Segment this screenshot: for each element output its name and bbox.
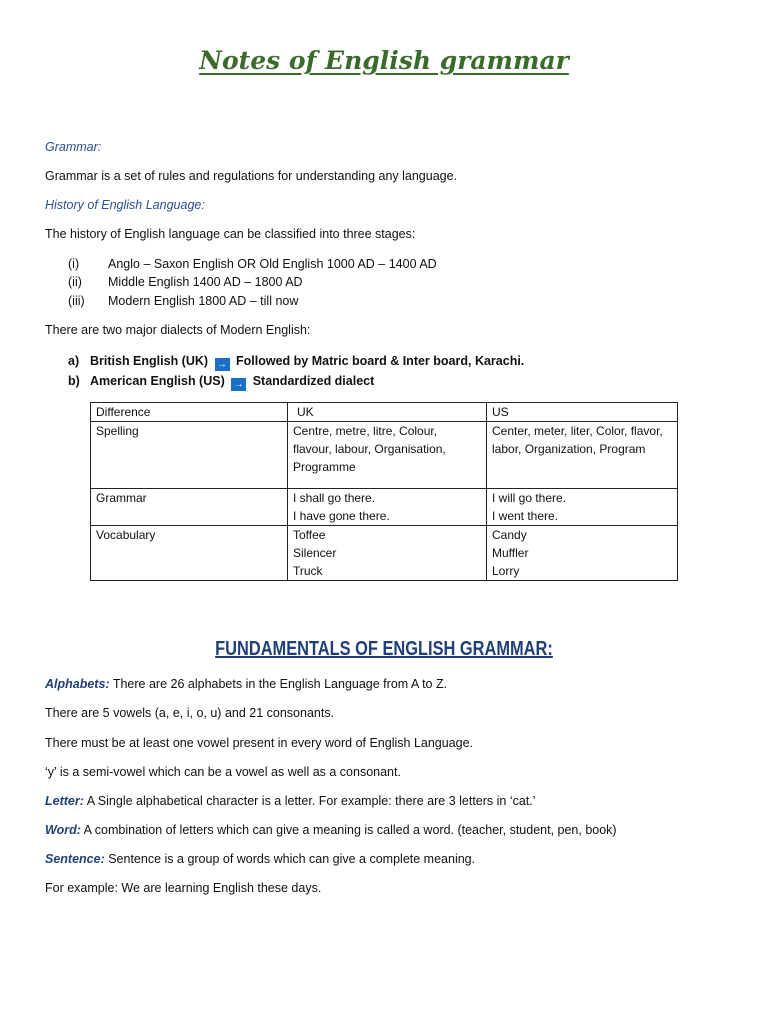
right-arrow-icon: → (231, 378, 246, 391)
dialect-desc: Standardized dialect (252, 374, 375, 388)
stage-number: (iii) (68, 294, 85, 308)
dialect-letter: b) (68, 374, 80, 388)
cell-line: Truck (293, 564, 323, 578)
table-header-cell: UK (288, 403, 487, 422)
dialect-item (68, 374, 374, 391)
table-cell-us (487, 422, 678, 489)
table-header-row (91, 403, 678, 422)
history-heading: History of English Language: (45, 198, 205, 212)
stage-text: Modern English 1800 AD – till now (108, 294, 299, 308)
alphabets-paragraph (45, 677, 447, 691)
grammar-definition: Grammar is a set of rules and regulations for understanding any language. (45, 169, 458, 183)
example-paragraph: For example: We are learning English these days. (45, 881, 322, 895)
table-header-cell: Difference (91, 403, 288, 422)
cell-line: I will go there. (492, 491, 567, 505)
table-cell-us (487, 489, 678, 526)
cell-line: I shall go there. (293, 491, 376, 505)
table-cell-label: Grammar (91, 489, 288, 526)
cell-line: I have gone there. (293, 509, 390, 523)
dialect-comparison-table (90, 402, 678, 581)
cell-line: Center, meter, liter, Color, flavor, (492, 424, 663, 438)
letter-paragraph (45, 794, 536, 808)
cell-line: Lorry (492, 564, 520, 578)
table-row (91, 422, 678, 489)
cell-line: Programme (293, 460, 356, 474)
cell-line: I went there. (492, 509, 559, 523)
term-sentence: Sentence: (45, 852, 105, 866)
cell-line: Candy (492, 528, 527, 542)
cell-line: Silencer (293, 546, 337, 560)
table-cell-uk (288, 422, 487, 489)
fundamentals-heading: FUNDAMENTALS OF ENGLISH GRAMMAR: (215, 638, 553, 660)
table-cell-us (487, 526, 678, 581)
table-cell-uk (288, 526, 487, 581)
right-arrow-icon: → (215, 358, 230, 371)
letter-text: A Single alphabetical character is a letter. For example: there are 3 letters in ‘cat.’ (83, 794, 536, 808)
table-cell-uk (288, 489, 487, 526)
dialect-name: American English (US) (90, 374, 225, 388)
cell-line: Centre, metre, litre, Colour, (293, 424, 438, 438)
table-header-cell: US (487, 403, 678, 422)
cell-line: Muffler (492, 546, 529, 560)
cell-line: Toffee (293, 528, 326, 542)
semivowel-paragraph: ‘y’ is a semi-vowel which can be a vowel as well as a consonant. (45, 765, 401, 779)
table-row (91, 526, 678, 581)
dialect-desc: Followed by Matric board & Inter board, Karachi. (236, 354, 525, 368)
term-word: Word: (45, 823, 81, 837)
vowels-paragraph: There are 5 vowels (a, e, i, o, u) and 21 consonants. (45, 706, 335, 720)
vowel-rule-paragraph: There must be at least one vowel present in every word of English Language. (45, 736, 474, 750)
stage-item (68, 294, 298, 308)
sentence-text: Sentence is a group of words which can give a complete meaning. (104, 852, 476, 866)
table-row (91, 489, 678, 526)
history-intro: The history of English language can be classified into three stages: (45, 227, 416, 241)
document-title: Notes of English grammar (199, 46, 569, 75)
sentence-paragraph (45, 852, 475, 866)
dialects-intro: There are two major dialects of Modern English: (45, 323, 311, 337)
cell-line: labor, Organization, Program (492, 442, 646, 456)
alphabets-text: There are 26 alphabets in the English Language from A to Z. (109, 677, 448, 691)
term-alphabets: Alphabets: (45, 677, 110, 691)
stage-number: (i) (68, 257, 80, 271)
grammar-heading: Grammar: (45, 140, 102, 154)
dialect-item (68, 354, 524, 371)
word-text: A combination of letters which can give a meaning is called a word. (teacher, student, pen, book) (80, 823, 617, 837)
table-cell-label: Spelling (91, 422, 288, 489)
dialect-letter: a) (68, 354, 80, 368)
cell-line: flavour, labour, Organisation, (293, 442, 446, 456)
stage-text: Middle English 1400 AD – 1800 AD (108, 275, 303, 289)
term-letter: Letter: (45, 794, 84, 808)
dialect-name: British English (UK) (90, 354, 209, 368)
table-cell-label: Vocabulary (91, 526, 288, 581)
stage-text: Anglo – Saxon English OR Old English 1000 AD – 1400 AD (108, 257, 437, 271)
stage-item (68, 257, 437, 271)
stage-number: (ii) (68, 275, 82, 289)
stage-item (68, 275, 303, 289)
word-paragraph (45, 823, 617, 837)
